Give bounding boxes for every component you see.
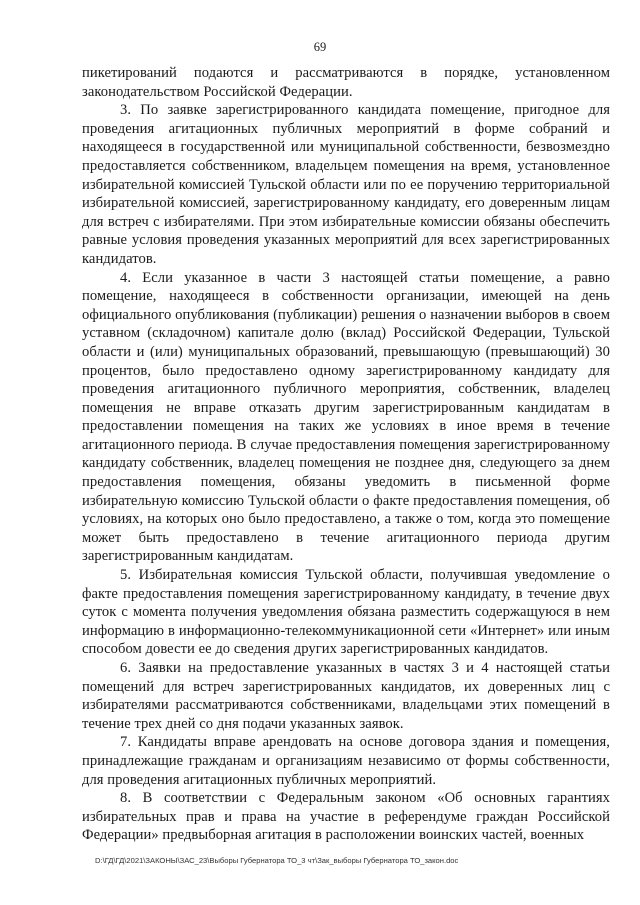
paragraph-part-4: 4. Если указанное в части 3 настоящей статьи помещение, а равно помещение, находящееся в собственности организации, имеющей на день официального опубликования (публикации) решения о назначении выборов в своем уставном (складочном) капитале долю (вклад) Российской Федерации, Тульской области и (или) муниципальных образований, превышающую (превышающий) 30 процентов, было предоставлено одному зарегистрированному кандидату для проведения агитационного публичного мероприятия, собственник, владелец помещения не вправе отказать другим зарегистрированным кандидатам в предоставлении помещения на таких же условиях в иное время в течение агитационного периода. В случае предоставления помещения зарегистрированному кандидату собственник, владелец помещения не позднее дня, следующего за днем предоставления помещения, обязаны уведомить в письменной форме избирательную комиссию Тульской области о факте предоставления помещения, об условиях, на которых оно было предоставлено, а также о том, когда это помещение может быть предоставлено в течение агитационного периода другим зарегистрированным кандидатам. xyxy=(82,269,610,565)
paragraph-part-6: 6. Заявки на предоставление указанных в частях 3 и 4 настоящей статьи помещений для встреч зарегистрированных кандидатов, их доверенных лиц с избирателями рассматриваются собственниками, владельцами этих помещений в течение трех дней со дня подачи указанных заявок. xyxy=(82,660,610,732)
footer-file-path: D:\ГД\ГД\2021\ЗАКОНЫ\ЗАС_23\Выборы Губернатора ТО_3 чт\Зак_выборы Губернатора ТО_закон.doc xyxy=(95,856,459,865)
page-number: 69 xyxy=(313,40,327,54)
paragraph-part-5: 5. Избирательная комиссия Тульской области, получившая уведомление о факте предоставления помещения зарегистрированному кандидату, в течение двух суток с момента получения уведомления обязана разместить содержащуюся в нем информацию в информационно-телекоммуникационной сети «Интернет» или иным способом довести ее до сведения других зарегистрированных кандидатов. xyxy=(82,567,610,658)
document-body xyxy=(82,64,610,845)
paragraph-part-7: 7. Кандидаты вправе арендовать на основе договора здания и помещения, принадлежащие гражданам и организациям независимо от формы собственности, для проведения агитационных публичных мероприятий. xyxy=(82,734,610,788)
paragraph-part-3: 3. По заявке зарегистрированного кандидата помещение, пригодное для проведения агитационных публичных мероприятий в форме собраний и находящееся в государственной или муниципальной собственности, безвозмездно предоставляется собственником, владельцем помещения на время, установленное избирательной комиссией Тульской области или по ее поручению территориальной избирательной комиссией, зарегистрированному кандидату, его доверенным лицам для встреч с избирателями. При этом избирательные комиссии обязаны обеспечить равные условия проведения указанных мероприятий для всех зарегистрированных кандидатов. xyxy=(82,102,610,267)
paragraph-continuation: пикетирований подаются и рассматриваются в порядке, установленном законодательством Российской Федерации. xyxy=(82,65,610,100)
paragraph-part-8: 8. В соответствии с Федеральным законом «Об основных гарантиях избирательных прав и права на участие в референдуме граждан Российской Федерации» предвыборная агитация в расположении воинских частей, военных xyxy=(82,790,610,844)
